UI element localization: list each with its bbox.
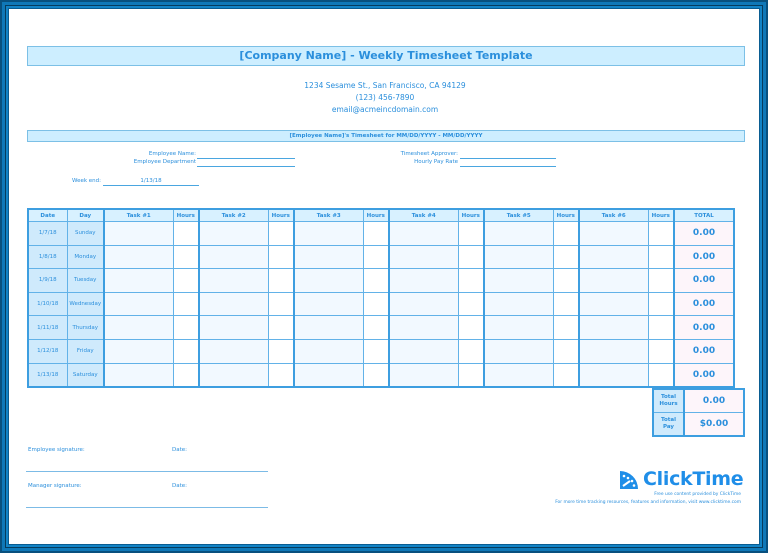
employee-signature-label: Employee signature: <box>28 447 85 453</box>
task-6-cell[interactable] <box>579 339 648 363</box>
table-row <box>28 316 734 340</box>
timesheet-approver-label: Timesheet Approver: <box>400 151 458 157</box>
task-4-cell[interactable] <box>389 292 458 316</box>
task-5-cell[interactable] <box>484 339 553 363</box>
clicktime-brand: ClickTime <box>643 468 744 490</box>
hours-4-cell[interactable] <box>458 363 484 387</box>
credit-text: Free use content provided by ClickTime <box>654 492 741 497</box>
col-header-hours-3: Hours <box>363 209 389 222</box>
timesheet-period-bar: [Employee Name]'s Timesheet for MM/DD/YYYY - MM/DD/YYYY <box>27 130 745 142</box>
row-day: Wednesday <box>67 292 104 316</box>
hours-1-cell[interactable] <box>173 245 199 269</box>
hours-5-cell[interactable] <box>553 269 579 293</box>
hours-3-cell[interactable] <box>363 363 389 387</box>
row-day: Thursday <box>67 316 104 340</box>
week-end-field-line <box>103 185 199 186</box>
task-1-cell[interactable] <box>104 363 173 387</box>
task-1-cell[interactable] <box>104 269 173 293</box>
task-3-cell[interactable] <box>294 363 363 387</box>
col-header-task-6: Task #6 <box>579 209 648 222</box>
col-header-day: Day <box>67 209 104 222</box>
more-info-text: For more time tracking resources, features and information, visit www.clicktime.com <box>555 500 741 505</box>
hours-4-cell[interactable] <box>458 245 484 269</box>
task-2-cell[interactable] <box>199 269 268 293</box>
row-day: Sunday <box>67 222 104 246</box>
hours-1-cell[interactable] <box>173 269 199 293</box>
hours-4-cell[interactable] <box>458 339 484 363</box>
col-header-hours-2: Hours <box>268 209 294 222</box>
row-total: 0.00 <box>674 222 734 246</box>
total-pay-value: $0.00 <box>684 413 744 437</box>
task-1-cell[interactable] <box>104 245 173 269</box>
timesheet-page <box>8 8 760 545</box>
summary-table <box>652 388 745 437</box>
task-2-cell[interactable] <box>199 245 268 269</box>
task-5-cell[interactable] <box>484 245 553 269</box>
col-header-total: TOTAL <box>674 209 734 222</box>
employee-signature-line[interactable] <box>26 471 268 472</box>
task-4-cell[interactable] <box>389 222 458 246</box>
total-hours-label: Total Hours <box>653 389 684 413</box>
employee-department-label: Employee Department <box>133 159 196 165</box>
col-header-task-3: Task #3 <box>294 209 363 222</box>
task-5-cell[interactable] <box>484 363 553 387</box>
row-date: 1/13/18 <box>28 363 67 387</box>
task-5-cell[interactable] <box>484 292 553 316</box>
employee-name-field[interactable] <box>197 158 295 159</box>
task-4-cell[interactable] <box>389 245 458 269</box>
col-header-task-4: Task #4 <box>389 209 458 222</box>
hours-1-cell[interactable] <box>173 292 199 316</box>
row-total: 0.00 <box>674 245 734 269</box>
total-hours-value: 0.00 <box>684 389 744 413</box>
row-date: 1/8/18 <box>28 245 67 269</box>
task-3-cell[interactable] <box>294 292 363 316</box>
hours-1-cell[interactable] <box>173 363 199 387</box>
task-3-cell[interactable] <box>294 245 363 269</box>
timesheet-approver-field[interactable] <box>460 158 556 159</box>
hours-1-cell[interactable] <box>173 222 199 246</box>
employee-signature-date-label: Date: <box>172 447 187 453</box>
hours-2-cell[interactable] <box>268 363 294 387</box>
hours-5-cell[interactable] <box>553 292 579 316</box>
table-row <box>28 222 734 246</box>
task-6-cell[interactable] <box>579 245 648 269</box>
task-5-cell[interactable] <box>484 316 553 340</box>
task-1-cell[interactable] <box>104 316 173 340</box>
task-4-cell[interactable] <box>389 363 458 387</box>
hours-2-cell[interactable] <box>268 316 294 340</box>
hours-6-cell[interactable] <box>648 339 674 363</box>
row-total: 0.00 <box>674 339 734 363</box>
task-4-cell[interactable] <box>389 339 458 363</box>
clicktime-logo-icon <box>618 467 642 491</box>
task-6-cell[interactable] <box>579 292 648 316</box>
manager-signature-label: Manager signature: <box>28 483 82 489</box>
hours-4-cell[interactable] <box>458 222 484 246</box>
hours-3-cell[interactable] <box>363 292 389 316</box>
hours-6-cell[interactable] <box>648 316 674 340</box>
task-1-cell[interactable] <box>104 292 173 316</box>
table-row <box>28 245 734 269</box>
col-header-hours-5: Hours <box>553 209 579 222</box>
col-header-date: Date <box>28 209 67 222</box>
hours-5-cell[interactable] <box>553 363 579 387</box>
col-header-hours-4: Hours <box>458 209 484 222</box>
company-phone: (123) 456-7890 <box>355 93 415 102</box>
hours-3-cell[interactable] <box>363 269 389 293</box>
hourly-pay-rate-field[interactable] <box>460 166 556 167</box>
task-1-cell[interactable] <box>104 339 173 363</box>
task-4-cell[interactable] <box>389 316 458 340</box>
hours-5-cell[interactable] <box>553 222 579 246</box>
table-row <box>28 363 734 387</box>
page-title: [Company Name] - Weekly Timesheet Template <box>27 46 745 66</box>
row-day: Friday <box>67 339 104 363</box>
col-header-hours-1: Hours <box>173 209 199 222</box>
hours-4-cell[interactable] <box>458 269 484 293</box>
total-pay-label: Total Pay <box>653 413 684 437</box>
row-date: 1/9/18 <box>28 269 67 293</box>
hours-2-cell[interactable] <box>268 222 294 246</box>
hours-3-cell[interactable] <box>363 245 389 269</box>
task-4-cell[interactable] <box>389 269 458 293</box>
task-6-cell[interactable] <box>579 363 648 387</box>
row-day: Tuesday <box>67 269 104 293</box>
manager-signature-date-label: Date: <box>172 483 187 489</box>
hours-1-cell[interactable] <box>173 316 199 340</box>
hours-5-cell[interactable] <box>553 245 579 269</box>
task-1-cell[interactable] <box>104 222 173 246</box>
hours-6-cell[interactable] <box>648 245 674 269</box>
task-2-cell[interactable] <box>199 316 268 340</box>
row-total: 0.00 <box>674 269 734 293</box>
task-2-cell[interactable] <box>199 222 268 246</box>
row-date: 1/10/18 <box>28 292 67 316</box>
task-3-cell[interactable] <box>294 222 363 246</box>
task-6-cell[interactable] <box>579 269 648 293</box>
hours-3-cell[interactable] <box>363 339 389 363</box>
task-6-cell[interactable] <box>579 316 648 340</box>
col-header-task-5: Task #5 <box>484 209 553 222</box>
manager-signature-line[interactable] <box>26 507 268 508</box>
table-header-row <box>28 209 734 222</box>
col-header-hours-6: Hours <box>648 209 674 222</box>
row-date: 1/11/18 <box>28 316 67 340</box>
employee-name-label: Employee Name: <box>148 151 196 157</box>
week-end-label: Week end: <box>71 178 101 184</box>
week-end-field[interactable]: 1/13/18 <box>140 178 162 184</box>
task-5-cell[interactable] <box>484 222 553 246</box>
timesheet-table <box>27 208 735 388</box>
col-header-task-1: Task #1 <box>104 209 173 222</box>
total-pay-row <box>653 413 744 437</box>
hours-6-cell[interactable] <box>648 363 674 387</box>
hours-2-cell[interactable] <box>268 245 294 269</box>
hours-5-cell[interactable] <box>553 339 579 363</box>
table-row <box>28 292 734 316</box>
hours-2-cell[interactable] <box>268 292 294 316</box>
hours-5-cell[interactable] <box>553 316 579 340</box>
row-day: Saturday <box>67 363 104 387</box>
hours-3-cell[interactable] <box>363 316 389 340</box>
hours-4-cell[interactable] <box>458 316 484 340</box>
employee-department-field[interactable] <box>197 166 295 167</box>
company-address: 1234 Sesame St., San Francisco, CA 94129 <box>304 81 466 90</box>
col-header-task-2: Task #2 <box>199 209 268 222</box>
row-day: Monday <box>67 245 104 269</box>
task-3-cell[interactable] <box>294 339 363 363</box>
task-6-cell[interactable] <box>579 222 648 246</box>
hours-2-cell[interactable] <box>268 339 294 363</box>
table-row <box>28 269 734 293</box>
company-email: email@acmeincdomain.com <box>331 105 439 114</box>
row-date: 1/7/18 <box>28 222 67 246</box>
total-hours-row <box>653 389 744 413</box>
hours-4-cell[interactable] <box>458 292 484 316</box>
hours-2-cell[interactable] <box>268 269 294 293</box>
row-total: 0.00 <box>674 316 734 340</box>
hours-6-cell[interactable] <box>648 269 674 293</box>
hours-3-cell[interactable] <box>363 222 389 246</box>
row-total: 0.00 <box>674 363 734 387</box>
task-2-cell[interactable] <box>199 339 268 363</box>
hours-6-cell[interactable] <box>648 292 674 316</box>
row-date: 1/12/18 <box>28 339 67 363</box>
row-total: 0.00 <box>674 292 734 316</box>
table-row <box>28 339 734 363</box>
task-3-cell[interactable] <box>294 269 363 293</box>
hours-6-cell[interactable] <box>648 222 674 246</box>
hours-1-cell[interactable] <box>173 339 199 363</box>
hourly-pay-rate-label: Hourly Pay Rate <box>414 159 458 165</box>
task-2-cell[interactable] <box>199 292 268 316</box>
task-2-cell[interactable] <box>199 363 268 387</box>
task-5-cell[interactable] <box>484 269 553 293</box>
task-3-cell[interactable] <box>294 316 363 340</box>
